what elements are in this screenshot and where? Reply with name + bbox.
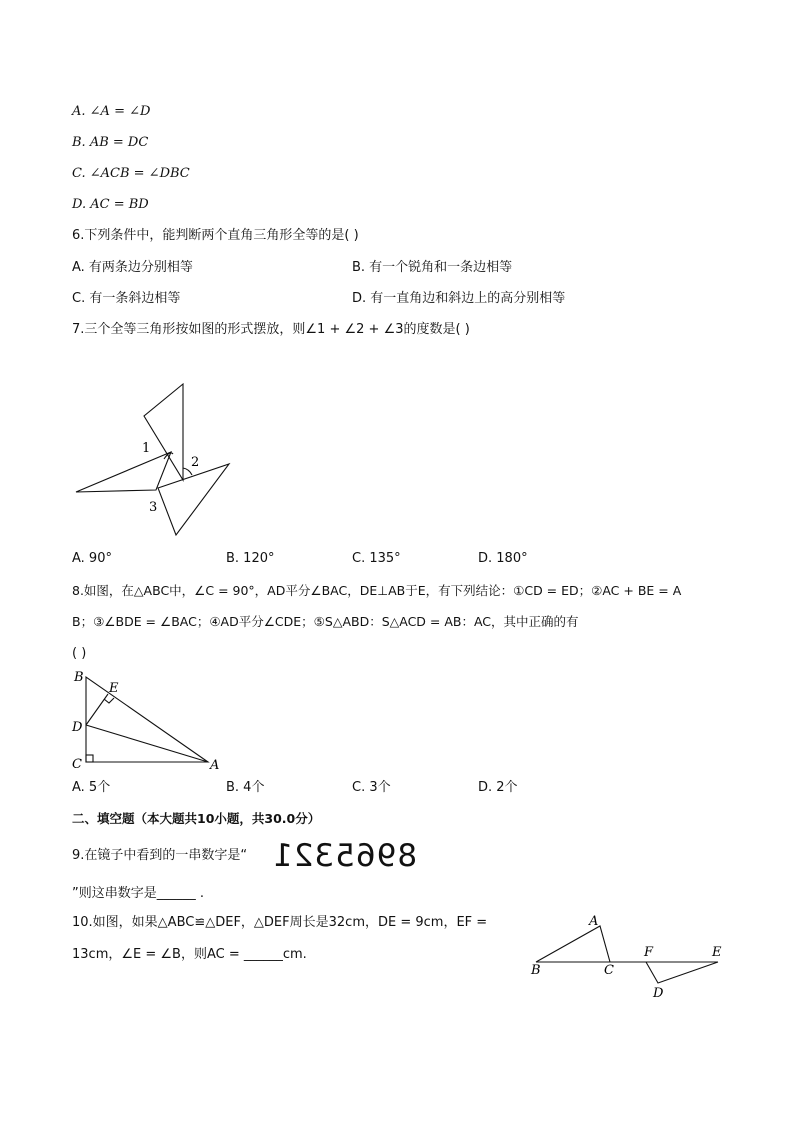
q7-option-c: C. 135° xyxy=(352,551,401,566)
q7-label-2: 2 xyxy=(191,455,200,470)
q8-option-d: D. 2个 xyxy=(478,780,518,795)
q6-option-b: B. 有一个锐角和一条边相等 xyxy=(352,260,513,275)
q10-label-C: C xyxy=(604,963,614,978)
q10-triangle-def xyxy=(646,962,718,983)
q8-triangle-abc xyxy=(86,677,208,762)
q8-right-angle-c xyxy=(86,755,93,762)
q5-option-c: C. ∠ACB = ∠DBC xyxy=(72,166,190,181)
q6-option-a: A. 有两条边分别相等 xyxy=(72,260,193,275)
q8-label-D: D xyxy=(72,720,83,735)
q9-mirror-digits: 8965321 xyxy=(272,838,418,874)
q7-triangle-left xyxy=(76,452,171,492)
q8-label-C: C xyxy=(72,757,82,772)
q6-option-d: D. 有一直角边和斜边上的高分别相等 xyxy=(352,291,566,306)
q8-option-b: B. 4个 xyxy=(226,780,265,795)
q7-triangle-top xyxy=(144,384,183,480)
q7-label-3: 3 xyxy=(149,500,158,515)
q5-option-a: A. ∠A = ∠D xyxy=(72,104,151,119)
q7-stem: 7.三个全等三角形按如图的形式摆放，则∠1 + ∠2 + ∠3的度数是( ) xyxy=(72,322,470,337)
q8-stem-line3: ( ) xyxy=(72,646,87,661)
q9-stem: 9.在镜子中看到的一串数字是“ xyxy=(72,848,248,863)
q5-option-b: B. AB = DC xyxy=(72,135,149,150)
q7-triangle-right xyxy=(158,464,229,535)
q10-label-D: D xyxy=(653,986,664,1001)
q7-option-d: D. 180° xyxy=(478,551,528,566)
q10-stem-line2: 13cm，∠E = ∠B，则AC = ______cm. xyxy=(72,947,307,962)
q8-segment-ad xyxy=(86,725,208,762)
q8-option-c: C. 3个 xyxy=(352,780,391,795)
q9-stem2: ”则这串数字是______ . xyxy=(72,886,204,901)
section2-title: 二、填空题（本大题共10小题，共30.0分） xyxy=(72,811,321,826)
q8-stem-line2: B；③∠BDE = ∠BAC；④AD平分∠CDE；⑤S△ABD：S△ACD = AB：AC，其中正确的有 xyxy=(72,614,579,629)
q6-stem: 6.下列条件中，能判断两个直角三角形全等的是( ) xyxy=(72,228,359,243)
q8-option-a: A. 5个 xyxy=(72,780,111,795)
q7-option-a: A. 90° xyxy=(72,551,112,566)
q10-label-A: A xyxy=(589,914,599,929)
q8-figure xyxy=(70,668,230,778)
q8-label-E: E xyxy=(109,681,119,696)
q8-right-angle-e xyxy=(104,698,114,703)
q5-option-d: D. AC = BD xyxy=(72,197,149,212)
q7-option-b: B. 120° xyxy=(226,551,275,566)
q8-label-B: B xyxy=(74,670,84,685)
q6-option-c: C. 有一条斜边相等 xyxy=(72,291,181,306)
q10-label-E: E xyxy=(712,945,722,960)
q10-label-F: F xyxy=(644,945,654,960)
q8-stem-line1: 8.如图，在△ABC中，∠C = 90°，AD平分∠BAC，DE⊥AB于E，有下列结论：①CD = ED；②AC + BE = A xyxy=(72,583,682,598)
q8-segment-de xyxy=(86,694,108,725)
q8-label-A: A xyxy=(210,758,220,773)
q10-label-B: B xyxy=(531,963,541,978)
q10-triangle-abc xyxy=(536,926,610,962)
q10-figure xyxy=(526,910,736,1000)
q10-stem-line1: 10.如图，如果△ABC≌△DEF，△DEF周长是32cm，DE = 9cm，EF = xyxy=(72,915,488,930)
q7-label-1: 1 xyxy=(142,441,151,456)
q7-figure xyxy=(72,380,242,550)
